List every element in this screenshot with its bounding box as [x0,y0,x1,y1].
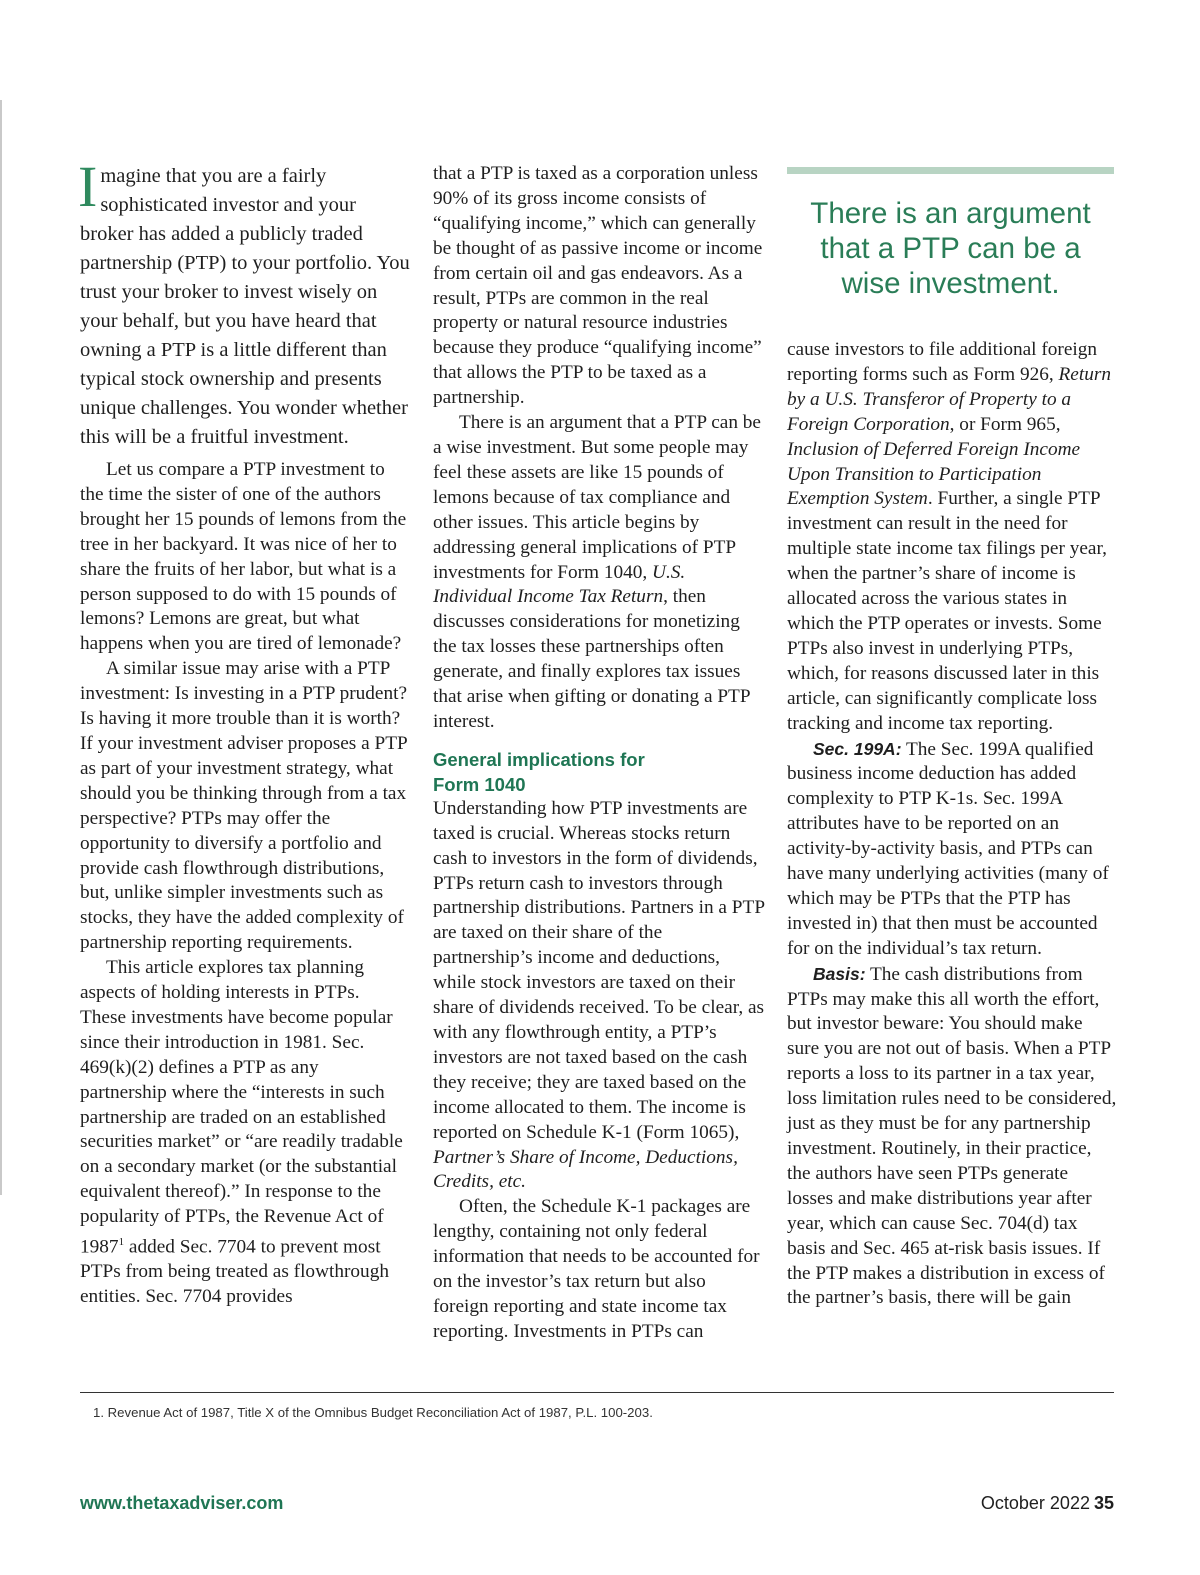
column-2 [433,162,765,1345]
section-heading-line: General implications for [433,748,645,770]
section-heading-line: Form 1040 [433,773,526,795]
page-edge-rule [0,100,2,1195]
body-paragraph-wise-investment [433,411,765,735]
paragraph-text: added Sec. 7704 to prevent most PTPs from being treated as flowthrough entities. Sec. 7704 provides [80,1236,389,1308]
paragraph-text: Understanding how PTP investments are taxed is crucial. Whereas stocks return cash to investors in the form of dividends, PTPs return cash to investors through partnership distributions. Partners in a PTP are taxed on their share of the partnership’s income and deductions, while stock investors are taxed on their share of dividends received. To be clear, as with any flowthrough entity, a PTP’s investors are not taxed based on the cash they receive; they are taxed based on the income allocated to them. The income is reported on Schedule K-1 (Form 1065), [433,797,765,1143]
paragraph-text: , then discusses considerations for monetizing the tax losses these partnerships often generate, and finally explores tax issues that arise when gifting or donating a PTP interest. [433,586,750,732]
column-1 [78,154,410,1310]
body-paragraph-similar-issue: A similar issue may arise with a PTP investment: Is investing in a PTP prudent? Is having it more trouble than it is worth? If your investment adviser proposes a PTP as part of your investment strategy, what should you be thinking through from a tax perspective? PTPs may offer the opportunity to diversify a portfolio and provide cash flowthrough distributions, but, unlike simpler investments such as stocks, they have the added complexity of partnership reporting requirements. [80,658,408,954]
body-paragraph-lemons: Let us compare a PTP investment to the time the sister of one of the authors brought her 15 pounds of lemons from the tree in her backyard. It was nice of her to share the fruits of her labor, but what is a person supposed to do with 15 pounds of lemons? Lemons are great, but what happens when you are tired of lemonade? [80,459,407,655]
body-paragraph-foreign-forms [787,338,1117,737]
issue-date: October 2022 [980,1493,1090,1513]
body-paragraph-qualifying-income: that a PTP is taxed as a corporation unless 90% of its gross income consists of “qualifying income,” which can generally be thought of as passive income or income from certain oil and gas endeavors. As a result, PTPs are common in the real property or natural resource industries because they produce “qualifying income” that allows the PTP to be taxed as a partnership. [433,163,763,409]
drop-cap: I [78,154,98,219]
body-paragraph-sec-199a [787,737,1117,962]
paragraph-text: This article explores tax planning aspects of holding interests in PTPs. These investments have become popular since their introduction in 1981. Sec. 469(k)(2) defines a PTP as any partnership where the “interests in such partnership are traded on an established securities market” or “are readily tradable on a secondary market (or the substantial equivalent thereof).” In response to the popularity of PTPs, the Revenue Act of 1987 [80,957,403,1258]
body-paragraph-understanding [433,797,765,1196]
footnote-divider [80,1392,1114,1393]
footer-website-link[interactable]: www.thetaxadviser.com [80,1493,284,1513]
pullquote-bar [787,167,1114,174]
body-paragraph-article-explores [80,956,410,1310]
paragraph-text: , or Form 965, [949,413,1061,435]
form-title-italic: U.S. Individual Income Tax Return [433,561,686,608]
footnote: 1. Revenue Act of 1987, Title X of the Omnibus Budget Reconciliation Act of 1987, P.L. 100-203. [93,1405,653,1420]
form-title-italic: Return by a U.S. Transferor of Property to a Foreign Corporation [787,363,1111,435]
section-heading [433,747,765,797]
footnote-reference[interactable]: 1 [118,1236,125,1249]
page-number: 35 [1093,1493,1114,1513]
body-paragraph-basis [787,962,1117,1312]
form-title-italic: Inclusion of Deferred Foreign Income Upon Transition to Participation Exemption System [787,438,1081,510]
run-in-heading: Sec. 199A: [813,738,902,759]
footer-issue-info [981,1493,1114,1514]
paragraph-text: . Further, a single PTP investment can result in the need for multiple state income tax filings per year, when the partner’s share of income is allocated across the various states in which the PTP operates or invests. Some PTPs also invest in underlying PTPs, which, for reasons discussed later in this article, can significantly complicate loss tracking and income tax reporting. [787,488,1107,734]
pullquote: There is an argument that a PTP can be a wise investment. [810,197,1091,300]
paragraph-text: The cash distributions from PTPs may make this all worth the effort, but investor beware: You should make sure you are not out of basis. When a PTP reports a loss to its partner in a tax year, loss limitation rules need to be considered, just as they must be for any partnership investment. Routinely, in their practice, the authors have seen PTPs generate losses and make distributions year after year, which can cause Sec. 704(d) tax basis and Sec. 465 at-risk basis issues. If the PTP makes a distribution in excess of the partner’s basis, there will be gain [787,963,1117,1309]
paragraph-text: cause investors to file additional foreign reporting forms such as Form 926, [787,339,1098,385]
form-title-italic: Partner’s Share of Income, Deductions, Credits, etc. [433,1146,738,1193]
body-paragraph-k1-packages: Often, the Schedule K-1 packages are lengthy, containing not only federal information that needs to be accounted for on the investor’s tax return but also foreign reporting and state income tax reporting. Investments in PTPs can [433,1196,760,1342]
paragraph-text: There is an argument that a PTP can be a wise investment. But some people may feel these assets are like 15 pounds of lemons because of tax compliance and other issues. This article begins by addressing general implications of PTP investments for Form 1040, [433,412,761,583]
paragraph-text: The Sec. 199A qualified business income deduction has added complexity to PTP K-1s. Sec. 199A attributes have to be reported on an activity-by-activity basis, and PTPs can have many underlying activities (many of which may be PTPs that the PTP has invested in) that then must be accounted for on the individual’s tax return. [787,738,1109,959]
run-in-heading: Basis: [813,963,866,984]
lead-paragraph [78,154,410,452]
column-3 [787,338,1117,1311]
lead-text: magine that you are a fairly sophisticated investor and your broker has added a publicly traded partnership (PTP) to your portfolio. You trust your broker to invest wisely on your behalf, but you have heard that owning a PTP is a little different than typical stock ownership and presents unique challenges. You wonder whether this will be a fruitful investment. [80,165,410,448]
